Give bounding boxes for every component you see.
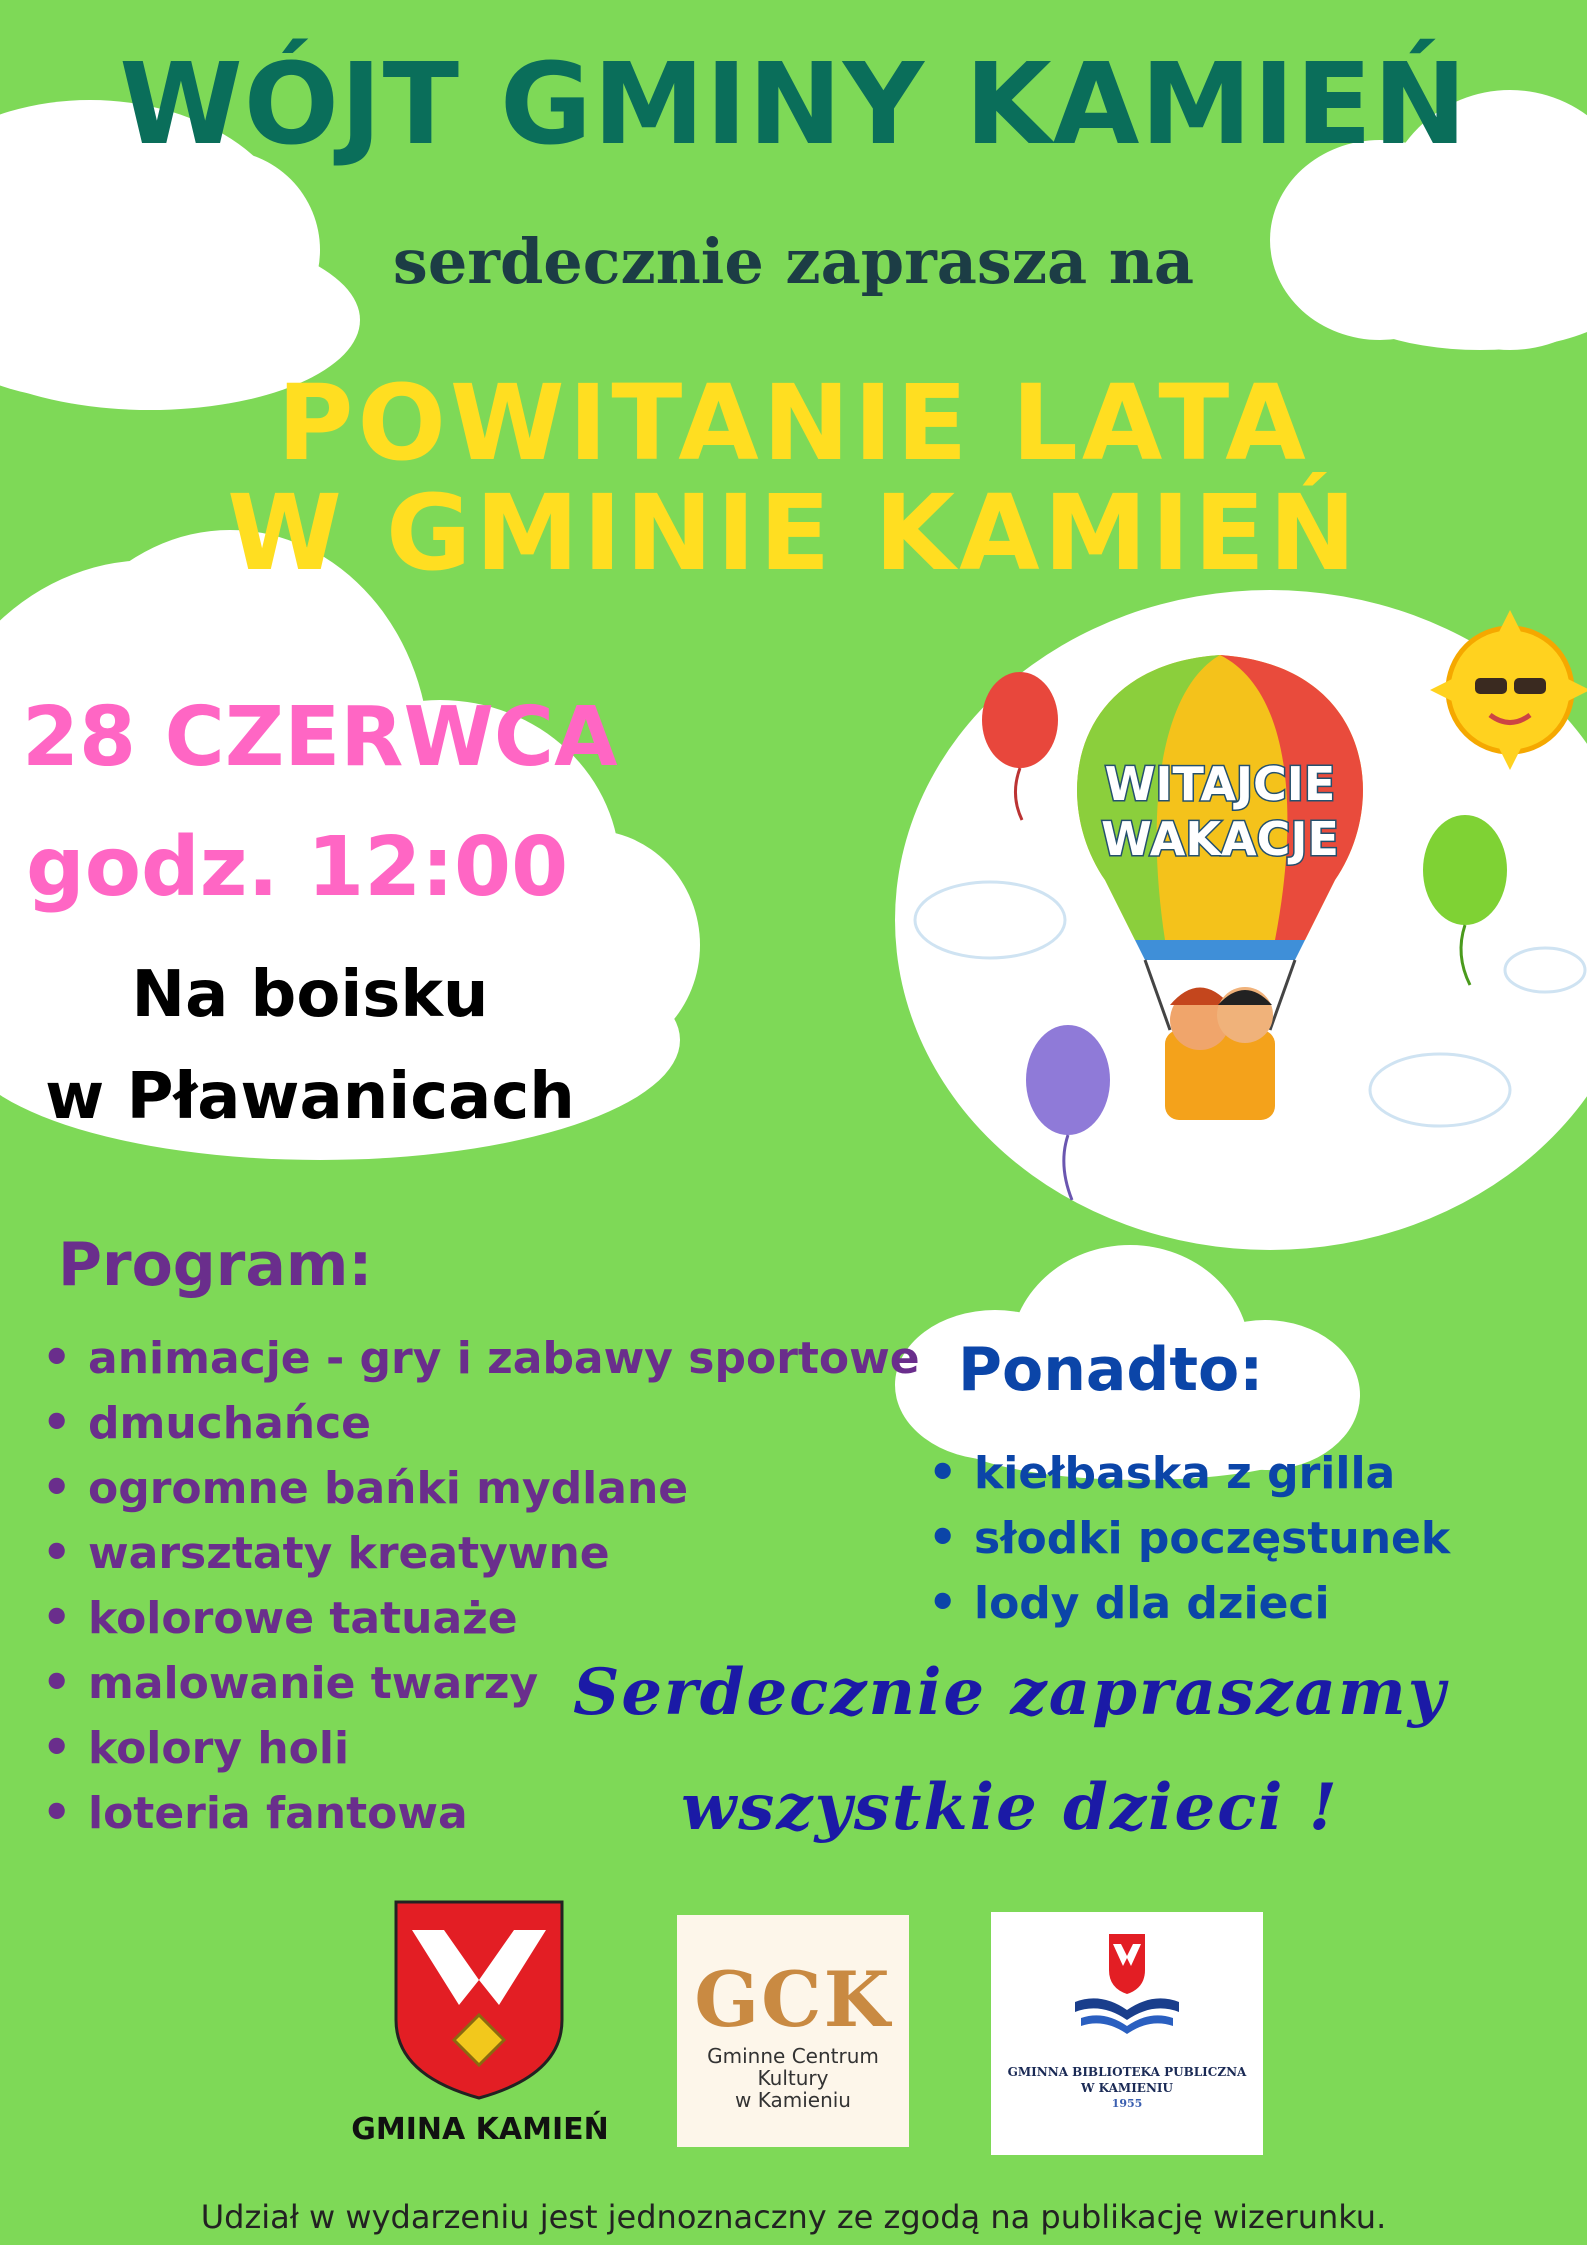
gmina-logo-label: GMINA KAMIEŃ xyxy=(351,2112,609,2147)
invite-line2: wszystkie dzieci ! xyxy=(681,1770,1339,1845)
gck-name-line1: Gminne Centrum xyxy=(707,2044,879,2068)
list-item: • kolorowe tatuaże xyxy=(42,1585,920,1650)
sun-icon xyxy=(1430,610,1587,770)
library-year: 1955 xyxy=(1111,2097,1143,2110)
list-item: • kiełbaska z grilla xyxy=(928,1440,1450,1505)
event-name-line2: W GMINIE KAMIEŃ xyxy=(227,472,1360,594)
gck-name-line2: Kultury xyxy=(757,2066,829,2090)
list-item: • ogromne bańki mydlane xyxy=(42,1455,920,1520)
list-item: • loteria fantowa xyxy=(42,1780,920,1845)
event-time: godz. 12:00 xyxy=(26,820,569,915)
invite-line1: Serdecznie zapraszamy xyxy=(573,1655,1447,1730)
event-place-line2: w Pławanicach xyxy=(45,1060,575,1134)
extra-heading: Ponadto: xyxy=(958,1335,1264,1405)
gck-logo xyxy=(677,1915,909,2147)
list-item: • warsztaty kreatywne xyxy=(42,1520,920,1585)
gck-name-line3: w Kamieniu xyxy=(735,2088,851,2112)
library-emblem-icon xyxy=(1071,1932,1183,2042)
extra-list xyxy=(928,1440,1450,1635)
program-list xyxy=(42,1325,920,1845)
library-logo xyxy=(991,1912,1263,2155)
red-balloon-icon xyxy=(982,672,1058,820)
purple-balloon-icon xyxy=(1026,1025,1110,1200)
gck-abbreviation: GCK xyxy=(694,1955,892,2044)
list-item: • słodki poczęstunek xyxy=(928,1505,1450,1570)
list-item: • animacje - gry i zabawy sportowe xyxy=(42,1325,920,1390)
gmina-coat-of-arms-logo xyxy=(394,1900,564,2100)
list-item: • lody dla dzieci xyxy=(928,1570,1450,1635)
list-item: • malowanie twarzy xyxy=(42,1650,920,1715)
event-place-line1: Na boisku xyxy=(131,958,489,1032)
page-title: WÓJT GMINY KAMIEŃ xyxy=(119,40,1468,170)
event-name-line1: POWITANIE LATA xyxy=(277,362,1310,484)
hot-air-balloon-illustration xyxy=(900,610,1587,1240)
balloon-text-line2: WAKACJE xyxy=(1101,812,1339,866)
list-item: • kolory holi xyxy=(42,1715,920,1780)
list-item: • dmuchańce xyxy=(42,1390,920,1455)
library-name-line1: GMINNA BIBLIOTEKA PUBLICZNA xyxy=(1007,2065,1247,2079)
footer-disclaimer: Udział w wydarzeniu jest jednoznaczny ze zgodą na publikację wizerunku. xyxy=(200,2198,1387,2236)
subtitle: serdecznie zaprasza na xyxy=(392,225,1195,298)
event-date: 28 CZERWCA xyxy=(22,690,618,785)
green-balloon-icon xyxy=(1423,815,1507,985)
balloon-text-line1: WITAJCIE xyxy=(1104,757,1336,811)
program-heading: Program: xyxy=(58,1230,373,1300)
library-name-line2: W KAMIENIU xyxy=(1081,2081,1173,2095)
